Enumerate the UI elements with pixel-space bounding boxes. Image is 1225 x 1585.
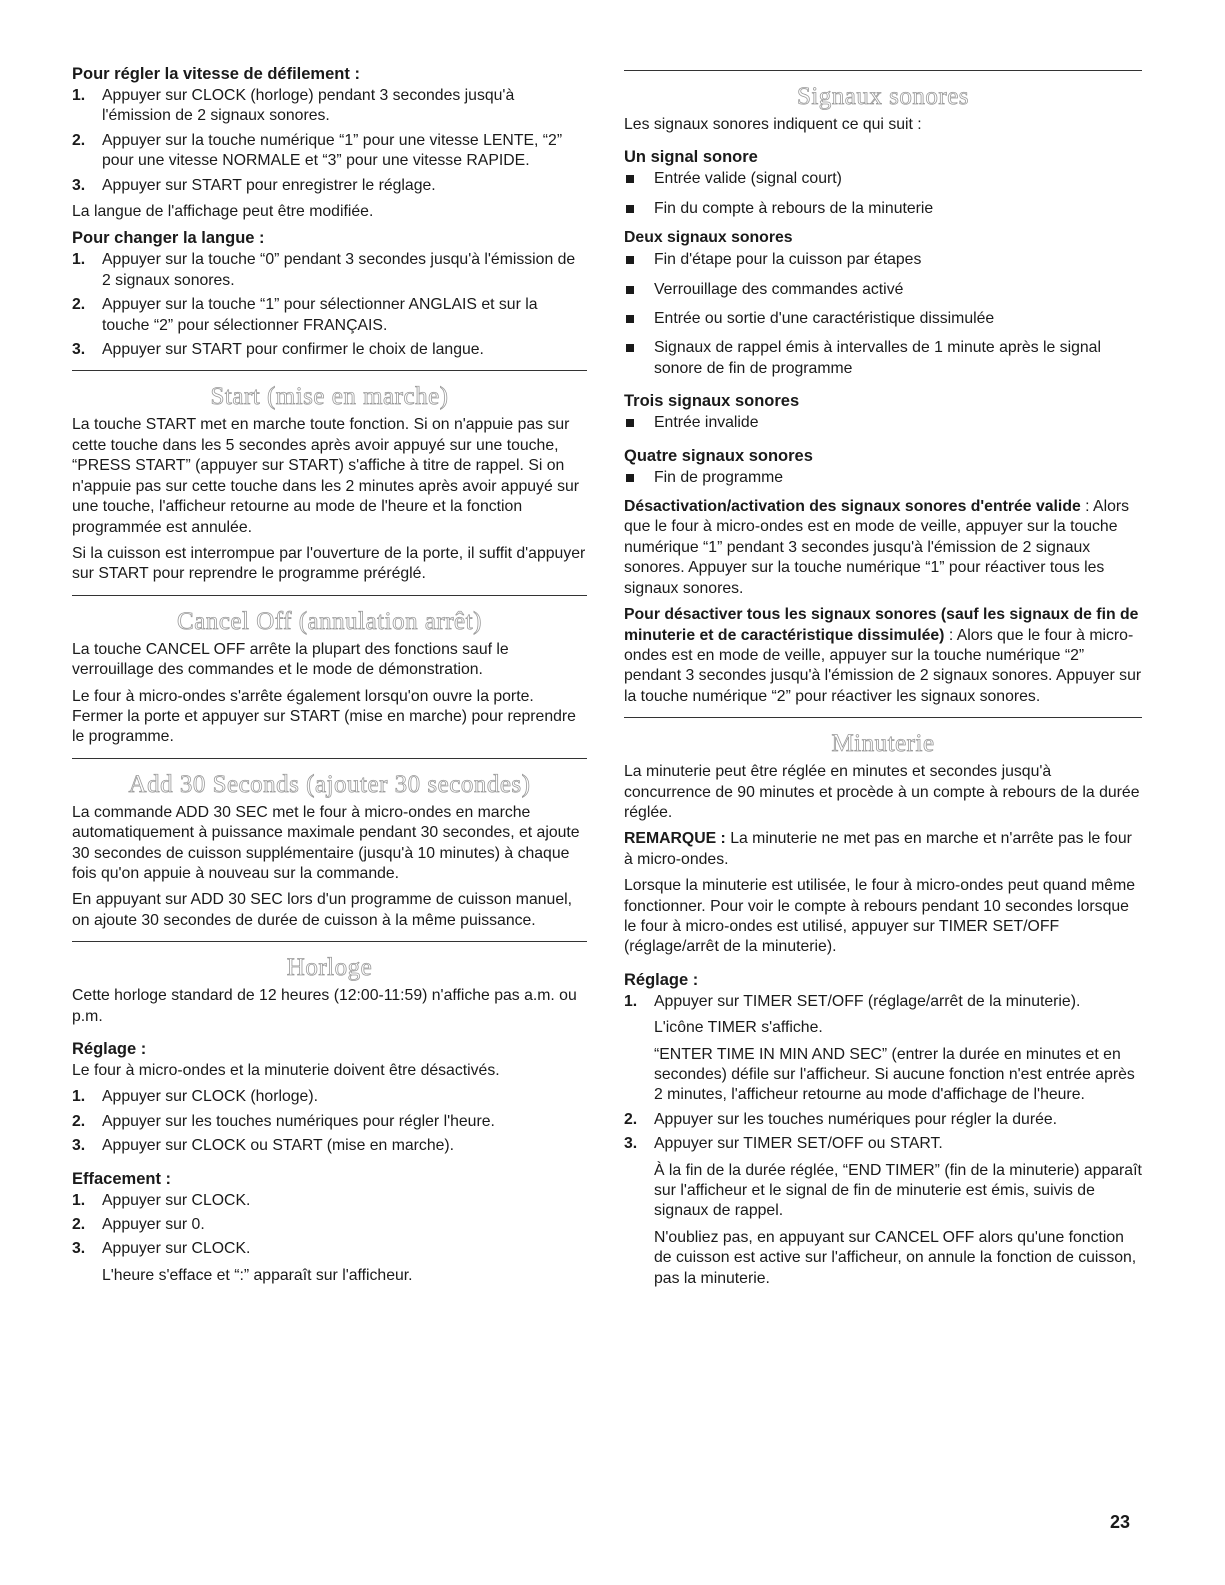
disable-all-signals: Pour désactiver tous les signaux sonores (sauf les signaux de fin de minuterie et de caractéristique dissimulée) : Alors que le four à micro-ondes est en mode de veille, appuyer sur la touche numérique “2” pendant 3 secondes jusqu'à l'émission de 2 signaux sonores. Appuyer sur la touche numérique “2” pour réactiver les signaux sonores.	[624, 606, 1142, 705]
start-paragraph-1: La touche START met en marche toute fonction. Si on n'appuie pas sur cette touche dans les 5 secondes après avoir appuyé sur une touche, “PRESS START” (appuyer sur START) s'affiche à titre de rappel. Si on n'appuie pas sur cette touche dans les 2 minutes après avoir appuyé sur une touche, l'afficheur retourne au mode de l'heure et la fonction programmée est annulée.	[72, 416, 580, 536]
two-signals-title: Deux signaux sonores	[624, 229, 793, 247]
one-signal-title: Un signal sonore	[624, 148, 758, 167]
list-item: 2. Appuyer sur les touches numériques pour régler la durée.	[624, 1110, 1058, 1128]
clock-erase-result: L'heure s'efface et “:” apparaît sur l'afficheur.	[102, 1266, 413, 1284]
list-item: Fin d'étape pour la cuisson par étapes	[624, 250, 1142, 270]
list-item: 2. Appuyer sur la touche “1” pour sélectionner ANGLAIS et sur la touche “2” pour sélectionner FRANÇAIS.	[72, 296, 538, 334]
list-item: 2. Appuyer sur 0.	[72, 1216, 205, 1234]
list-item: 1. Appuyer sur la touche “0” pendant 3 secondes jusqu'à l'émission de 2 signaux sonores.	[72, 251, 576, 289]
clock-intro: Cette horloge standard de 12 heures (12:00-11:59) n'affiche pas a.m. ou p.m.	[72, 987, 577, 1025]
list-item: 2. Appuyer sur les touches numériques pour régler l'heure.	[72, 1112, 495, 1130]
section-divider	[624, 717, 1142, 718]
signals-intro: Les signaux sonores indiquent ce qui suit :	[624, 116, 922, 133]
section-divider	[624, 70, 1142, 71]
clock-erase-title: Effacement :	[72, 1169, 172, 1188]
language-steps	[72, 250, 587, 360]
list-item: Fin du compte à rebours de la minuterie	[624, 199, 1142, 219]
timer-paragraph-1: La minuterie peut être réglée en minutes et secondes jusqu'à concurrence de 90 minutes et procède à un compte à rebours de la durée réglée.	[624, 763, 1140, 821]
list-item: 3. Appuyer sur START pour enregistrer le réglage.	[72, 176, 436, 194]
timer-heading: Minuterie	[831, 730, 935, 758]
clock-heading: Horloge	[286, 954, 373, 982]
right-column	[624, 62, 1142, 1295]
list-item: 3. Appuyer sur START pour confirmer le choix de langue.	[72, 341, 484, 359]
left-column	[72, 62, 587, 1292]
cancel-heading: Cancel Off (annulation arrêt)	[177, 607, 482, 635]
cancel-paragraph-1: La touche CANCEL OFF arrête la plupart des fonctions sauf le verrouillage des commandes et le mode de démonstration.	[72, 640, 509, 679]
list-item: Entrée valide (signal court)	[624, 169, 1142, 189]
add30-paragraph-1: La commande ADD 30 SEC met le four à micro-ondes en marche automatiquement à puissance maximale pendant 30 secondes, et ajoute 30 secondes de cuisson supplémentaire (jusqu'à 10 minutes) à chaque fois qu'on appuie à nouveau sur la commande.	[72, 803, 580, 882]
timer-remark: REMARQUE : La minuterie ne met pas en marche et n'arrête pas le four à micro-ondes.	[624, 830, 1132, 868]
list-item: 1. Appuyer sur CLOCK (horloge) pendant 3 secondes jusqu'à l'émission de 2 signaux sonores.	[72, 87, 515, 125]
scroll-speed-steps	[72, 86, 587, 196]
timer-paragraph-2: Lorsque la minuterie est utilisée, le four à micro-ondes peut quand même fonctionner. Pour voir le compte à rebours pendant 10 secondes lorsque le four à micro-ondes est utilisé, appuyer sur TIMER SET/OFF (réglage/arrêt de la minuterie).	[624, 877, 1136, 956]
timer-end-note: À la fin de la durée réglée, “END TIMER” (fin de la minuterie) apparaît sur l'afficheur et le signal de fin de minuterie est émis, suivis de signaux de rappel.	[654, 1161, 1142, 1220]
timer-icon-note: L'icône TIMER s'affiche.	[654, 1019, 823, 1037]
section-divider	[72, 941, 587, 942]
one-signal-list	[624, 169, 1142, 219]
list-item: 1. Appuyer sur TIMER SET/OFF (réglage/arrêt de la minuterie). L'icône TIMER s'affiche. “ENTER TIME IN MIN AND SEC” (entrer la durée en minutes et en secondes) défile sur l'afficheur. Si aucune fonction n'est entrée après 2 minutes, l'afficheur retourne au mode d'affichage de l'heure.	[624, 992, 1142, 1106]
page-number: 23	[1110, 1512, 1131, 1532]
list-item: Verrouillage des commandes activé	[624, 280, 1142, 300]
four-signals-list	[624, 468, 1142, 488]
cancel-paragraph-2: Le four à micro-ondes s'arrête également lorsqu'on ouvre la porte. Fermer la porte et appuyer sur START (mise en marche) pour reprendre le programme.	[72, 687, 576, 746]
list-item: Entrée ou sortie d'une caractéristique dissimulée	[624, 309, 1142, 329]
clock-setting-title: Réglage :	[72, 1040, 147, 1058]
signals-heading: Signaux sonores	[796, 83, 970, 110]
clock-setting-steps	[72, 1087, 587, 1156]
list-item: Signaux de rappel émis à intervalles de 1 minute après le signal sonore de fin de programme	[624, 338, 1142, 379]
language-title: Pour changer la langue :	[72, 229, 265, 248]
list-item: Entrée invalide	[624, 413, 1142, 433]
timer-setting-steps	[624, 992, 1142, 1289]
language-note: La langue de l'affichage peut être modifiée.	[72, 203, 374, 221]
four-signals-title: Quatre signaux sonores	[624, 446, 813, 465]
list-item: Fin de programme	[624, 468, 1142, 488]
section-divider	[72, 758, 587, 759]
list-item: 3. Appuyer sur CLOCK ou START (mise en marche).	[72, 1137, 455, 1155]
toggle-valid-signals: Désactivation/activation des signaux sonores d'entrée valide : Alors que le four à micro-ondes est en mode de veille, appuyer sur la touche numérique “1” pendant 3 secondes jusqu'à l'émission de 2 signaux sonores. Appuyer sur la touche numérique “1” pour réactiver tous les signaux sonores.	[624, 498, 1130, 597]
timer-scroll-note: “ENTER TIME IN MIN AND SEC” (entrer la durée en minutes et en secondes) défile sur l'afficheur. Si aucune fonction n'est entrée après 2 minutes, l'afficheur retourne au mode d'affichage de l'heure.	[654, 1045, 1135, 1104]
section-divider	[72, 595, 587, 596]
start-paragraph-2: Si la cuisson est interrompue par l'ouverture de la porte, il suffit d'appuyer sur START pour reprendre le programme préréglé.	[72, 544, 586, 583]
list-item: 3. Appuyer sur TIMER SET/OFF ou START. À la fin de la durée réglée, “END TIMER” (fin de la minuterie) apparaît sur l'afficheur et le signal de fin de minuterie est émis, suivis de signaux de rappel. N'oubliez pas, en appuyant sur CANCEL OFF alors qu'une fonction de cuisson est active sur l'afficheur, on annule la fonction de cuisson, pas la minuterie.	[624, 1134, 1142, 1289]
list-item: 1. Appuyer sur CLOCK.	[72, 1191, 251, 1209]
scroll-speed-title: Pour régler la vitesse de défilement :	[72, 65, 360, 83]
two-signals-list	[624, 250, 1142, 379]
add30-paragraph-2: En appuyant sur ADD 30 SEC lors d'un programme de cuisson manuel, on ajoute 30 secondes de durée de cuisson à la même puissance.	[72, 891, 573, 929]
clock-erase-steps	[72, 1191, 587, 1287]
list-item: 2. Appuyer sur la touche numérique “1” pour une vitesse LENTE, “2” pour une vitesse NORMALE et “3” pour une vitesse RAPIDE.	[72, 131, 563, 170]
section-divider	[72, 370, 587, 371]
timer-setting-title: Réglage :	[624, 970, 699, 989]
clock-setting-note: Le four à micro-ondes et la minuterie doivent être désactivés.	[72, 1062, 500, 1079]
list-item: 3. Appuyer sur CLOCK. L'heure s'efface et “:” apparaît sur l'afficheur.	[72, 1239, 587, 1286]
list-item: 1. Appuyer sur CLOCK (horloge).	[72, 1088, 318, 1106]
timer-cancel-note: N'oubliez pas, en appuyant sur CANCEL OFF alors qu'une fonction de cuisson est active sur l'afficheur, on annule la fonction de cuisson, pas la minuterie.	[654, 1228, 1137, 1287]
three-signals-title: Trois signaux sonores	[624, 392, 800, 411]
start-heading: Start (mise en marche)	[210, 383, 449, 411]
add30-heading: Add 30 Seconds (ajouter 30 secondes)	[128, 770, 531, 798]
three-signals-list	[624, 413, 1142, 433]
